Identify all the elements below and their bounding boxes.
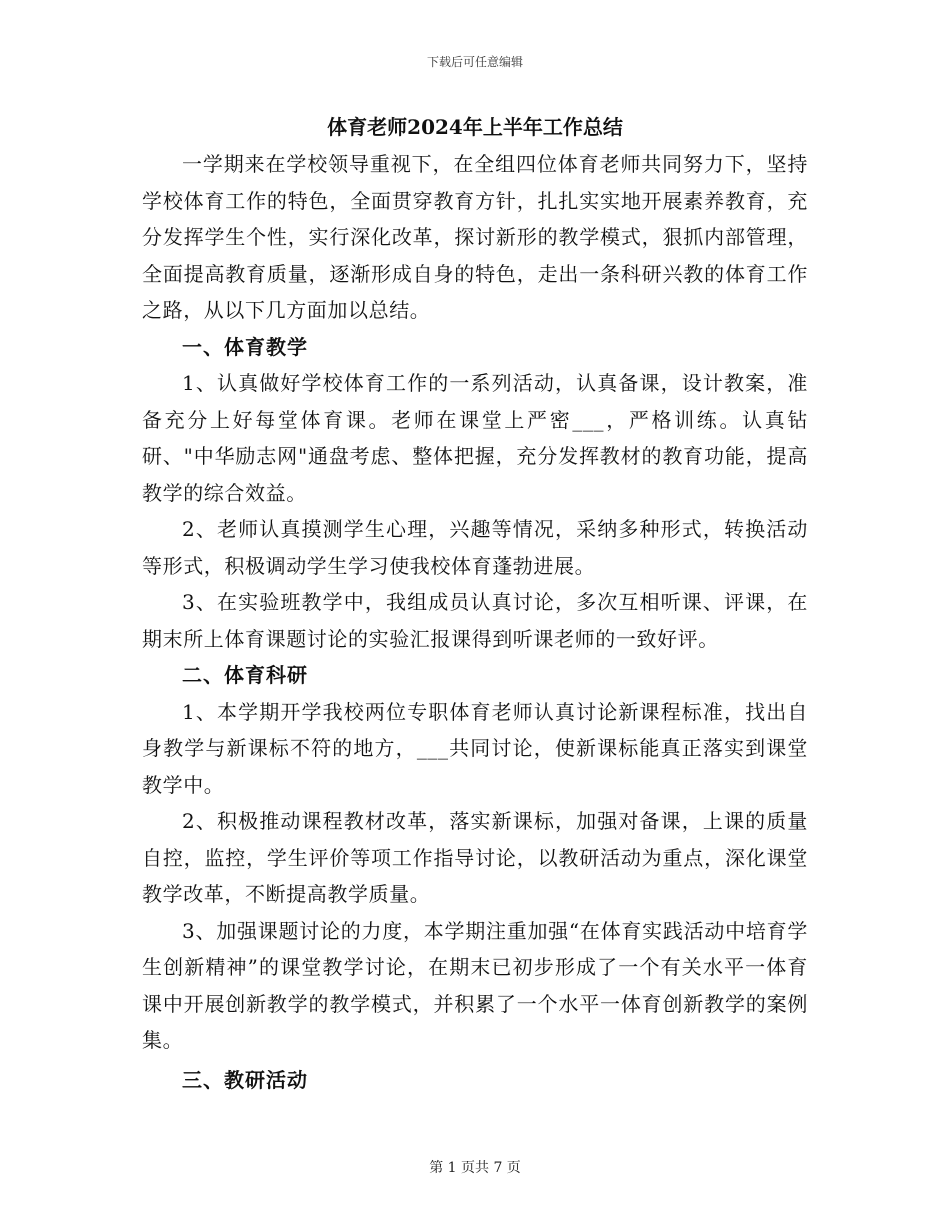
- paragraph: 2、积极推动课程教材改革，落实新课标，加强对备课，上课的质量自控，监控，学生评价等项工作指导讨论，以教研活动为重点，深化课堂教学改革，不断提高教学质量。: [142, 809, 808, 906]
- document-body: [142, 108, 808, 1098]
- section-heading-teaching: 一、体育教学: [182, 334, 308, 359]
- paragraph: 1、本学期开学我校两位专职体育老师认真讨论新课程标准，找出自身教学与新课标不符的地方，___共同讨论，使新课标能真正落实到课堂教学中。: [142, 699, 808, 797]
- paragraph: 3、在实验班教学中，我组成员认真讨论，多次互相听课、评课，在期末所上体育课题讨论的实验汇报课得到听课老师的一致好评。: [142, 590, 808, 651]
- section-heading-activities: 三、教研活动: [182, 1067, 308, 1092]
- page-footer: 第 1 页共 7 页: [429, 1160, 521, 1176]
- header-note: 下载后可任意编辑: [426, 55, 523, 69]
- section-heading-research: 二、体育科研: [182, 663, 308, 687]
- document-title: 体育老师2024年上半年工作总结: [327, 115, 623, 139]
- paragraph: 3、加强课题讨论的力度，本学期注重加强“在体育实践活动中培育学生创新精神”的课堂教学讨论，在期末已初步形成了一个有关水平一体育课中开展创新教学的教学模式，并积累了一个水平一体育创新教学的案例集。: [142, 918, 808, 1052]
- paragraph: 2、老师认真摸测学生心理，兴趣等情况，采纳多种形式，转换活动等形式，积极调动学生学习使我校体育蓬勃进展。: [142, 517, 808, 578]
- paragraph: 1、认真做好学校体育工作的一系列活动，认真备课，设计教案，准备充分上好每堂体育课。老师在课堂上严密___，严格训练。认真钻研、"中华励志网"通盘考虑、整体把握，充分发挥教材的教育功能，提高教学的综合效益。: [142, 371, 808, 505]
- intro-paragraph: 一学期来在学校领导重视下，在全组四位体育老师共同努力下，坚持学校体育工作的特色，全面贯穿教育方针，扎扎实实地开展素养教育，充分发挥学生个性，实行深化改革，探讨新形的教学模式，狠抓内部管理，全面提高教育质量，逐渐形成自身的特色，走出一条科研兴教的体育工作之路，从以下几方面加以总结。: [142, 152, 808, 322]
